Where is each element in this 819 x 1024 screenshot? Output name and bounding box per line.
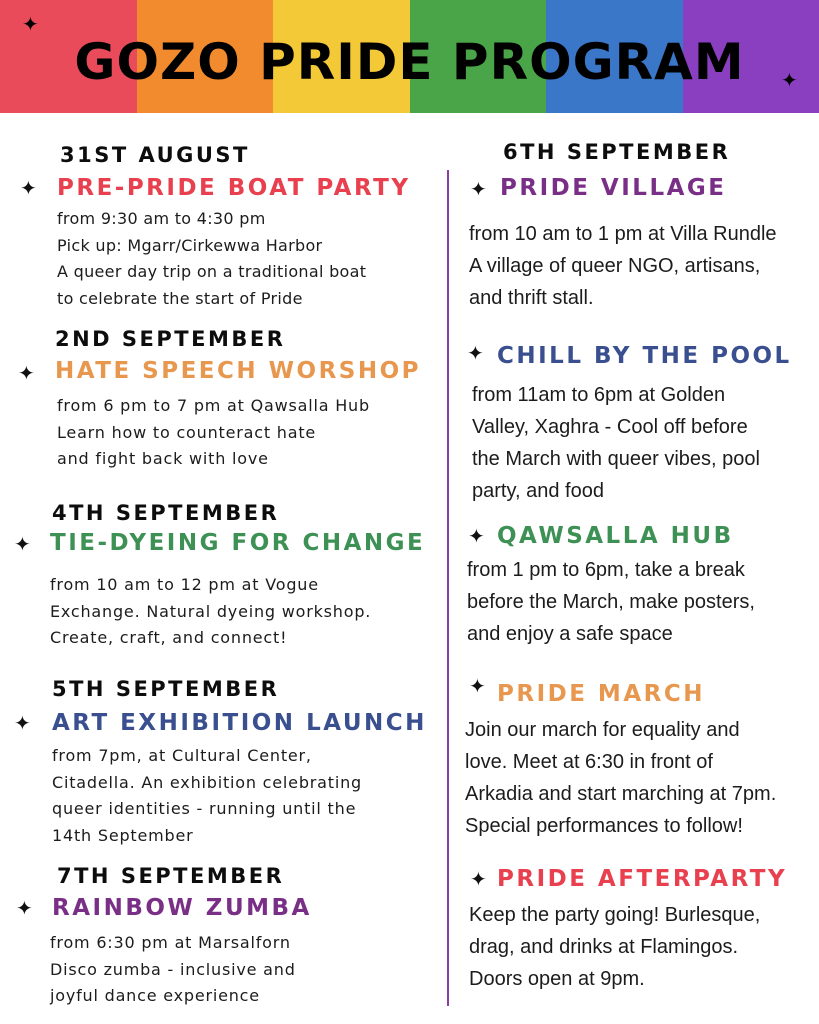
sparkle-icon: ✦ (20, 176, 37, 200)
sparkle-icon: ✦ (16, 896, 33, 920)
sparkle-icon: ✦ (467, 341, 484, 365)
event-description: from 6:30 pm at Marsalforn Disco zumba - inclusive and joyful dance experience (50, 933, 296, 1005)
sparkle-icon: ✦ (22, 12, 39, 36)
event-description: from 1 pm to 6pm, take a break before the March, make posters, and enjoy a safe space (467, 559, 755, 645)
sparkle-icon: ✦ (14, 711, 31, 735)
event-date: 6TH SEPTEMBER (503, 140, 731, 164)
sparkle-icon: ✦ (470, 177, 487, 201)
event-date: 5TH SEPTEMBER (52, 677, 280, 701)
event-title: RAINBOW ZUMBA (52, 895, 312, 921)
event-date: 7TH SEPTEMBER (57, 864, 285, 888)
event-title: PRE-PRIDE BOAT PARTY (57, 175, 411, 201)
event-date: 2ND SEPTEMBER (55, 327, 286, 351)
sparkle-icon: ✦ (18, 361, 35, 385)
sparkle-icon: ✦ (14, 532, 31, 556)
event-description: from 10 am to 12 pm at Vogue Exchange. Natural dyeing workshop. Create, craft, and connect! (50, 575, 372, 647)
event-description: from 10 am to 1 pm at Villa Rundle A village of queer NGO, artisans, and thrift stall. (469, 223, 777, 309)
event-description: from 7pm, at Cultural Center, Citadella. An exhibition celebrating queer identities - running until the 14th September (52, 746, 362, 845)
event-date: 31ST AUGUST (60, 143, 250, 167)
event-title: PRIDE AFTERPARTY (497, 866, 788, 892)
event-description: from 9:30 am to 4:30 pm Pick up: Mgarr/Cirkewwa Harbor A queer day trip on a traditional boat to celebrate the start of Pride (57, 209, 367, 308)
event-title: PRIDE MARCH (497, 681, 705, 707)
event-title: QAWSALLA HUB (497, 523, 734, 549)
event-title: ART EXHIBITION LAUNCH (52, 710, 427, 736)
event-date: 4TH SEPTEMBER (52, 501, 280, 525)
event-title: HATE SPEECH WORSHOP (55, 358, 422, 384)
event-description: from 11am to 6pm at Golden Valley, Xaghra - Cool off before the March with queer vibes, pool party, and food (472, 384, 760, 502)
event-title: CHILL BY THE POOL (497, 343, 792, 369)
sparkle-icon: ✦ (470, 867, 487, 891)
sparkle-icon: ✦ (468, 524, 485, 548)
sparkle-icon: ✦ (781, 68, 798, 92)
page-title: GOZO PRIDE PROGRAM (74, 33, 745, 91)
event-description: from 6 pm to 7 pm at Qawsalla Hub Learn how to counteract hate and fight back with love (57, 396, 370, 468)
event-title: PRIDE VILLAGE (500, 175, 727, 201)
event-title: TIE-DYEING FOR CHANGE (50, 530, 426, 556)
sparkle-icon: ✦ (469, 674, 486, 698)
column-divider (447, 170, 449, 1006)
event-description: Keep the party going! Burlesque, drag, and drinks at Flamingos. Doors open at 9pm. (469, 904, 761, 990)
event-description: Join our march for equality and love. Meet at 6:30 in front of Arkadia and start marching at 7pm. Special performances to follow! (465, 719, 777, 837)
